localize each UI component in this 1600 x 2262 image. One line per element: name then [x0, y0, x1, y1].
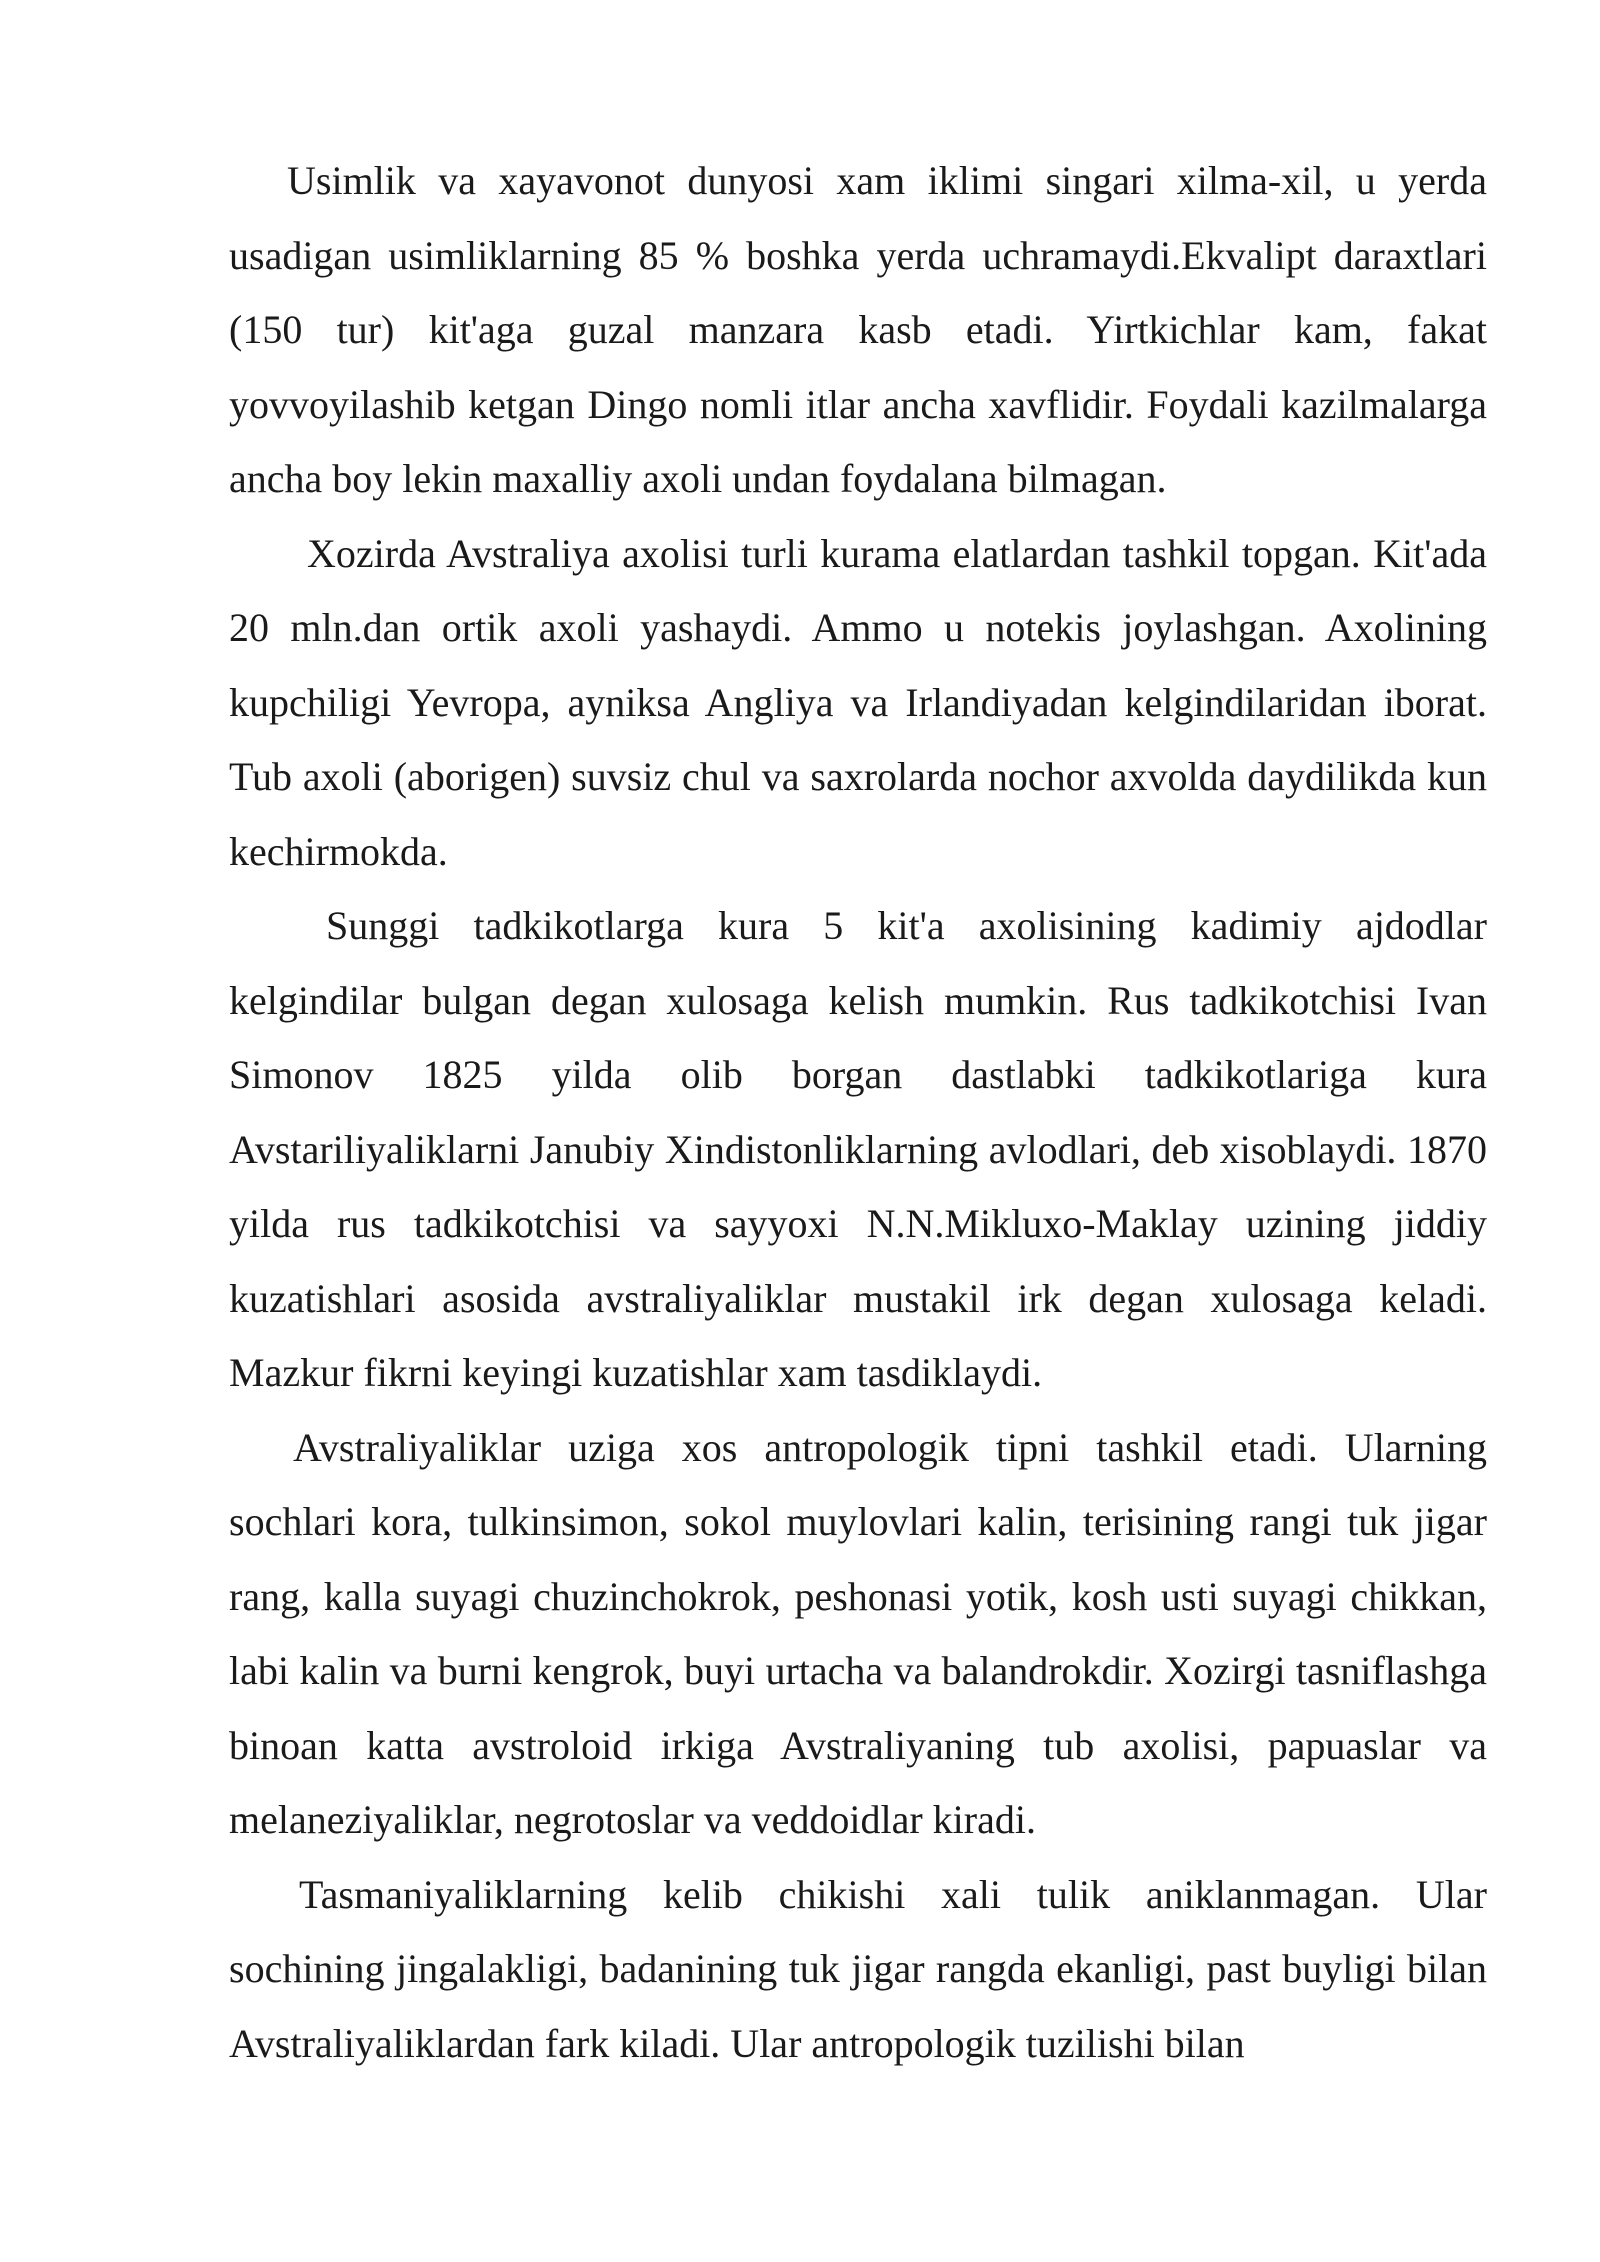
- paragraph-2: Xozirda Avstraliya axolisi turli kurama elatlardan tashkil topgan. Kit'ada 20 mln.dan ortik axoli yashaydi. Ammo u notekis joylashgan. Axolining kupchiligi Yevropa, ayniksa Angliya va Irlandiyadan kelgindilaridan iborat. Tub axoli (aborigen) suvsiz chul va saxrolarda nochor axvolda daydilikda kun kechirmokda.: [229, 530, 1487, 874]
- paragraph-4: Avstraliyaliklar uziga xos antropologik tipni tashkil etadi. Ularning sochlari kora, tulkinsimon, sokol muylovlari kalin, terisining rangi tuk jigar rang, kalla suyagi chuzinchokrok, peshonasi yotik, kosh usti suyagi chikkan, labi kalin va burni kengrok, buyi urtacha va balandrokdir. Xozirgi tasniflashga binoan katta avstroloid irkiga Avstraliyaning tub axolisi, papuaslar va melaneziyaliklar, negrotoslar va veddoidlar kiradi.: [229, 1424, 1487, 1842]
- paragraph-5: Tasmaniyaliklarning kelib chikishi xali tulik aniklanmagan. Ular sochining jingalakligi, badanining tuk jigar rangda ekanligi, past buyligi bilan Avstraliyaliklardan fark kiladi. Ular antropologik tuzilishi bilan: [229, 1871, 1487, 2066]
- document-body: [229, 144, 1487, 2081]
- paragraph-3: Sunggi tadkikotlarga kura 5 kit'a axolisining kadimiy ajdodlar kelgindilar bulgan degan xulosaga kelish mumkin. Rus tadkikotchisi Ivan Simonov 1825 yilda olib borgan dastlabki tadkikotlariga kura Avstariliyaliklarni Janubiy Xindistonliklarning avlodlari, deb xisoblaydi. 1870 yilda rus tadkikotchisi va sayyoxi N.N.Mikluxo-Maklay uzining jiddiy kuzatishlari asosida avstraliyaliklar mustakil irk degan xulosaga keladi. Mazkur fikrni keyingi kuzatishlar xam tasdiklaydi.: [229, 903, 1487, 1395]
- paragraph-1: Usimlik va xayavonot dunyosi xam iklimi singari xilma-xil, u yerda usadigan usimliklarning 85 % boshka yerda uchramaydi.Ekvalipt daraxtlari (150 tur) kit'aga guzal manzara kasb etadi. Yirtkichlar kam, fakat yovvoyilashib ketgan Dingo nomli itlar ancha xavflidir. Foydali kazilmalarga ancha boy lekin maxalliy axoli undan foydalana bilmagan.: [229, 158, 1487, 501]
